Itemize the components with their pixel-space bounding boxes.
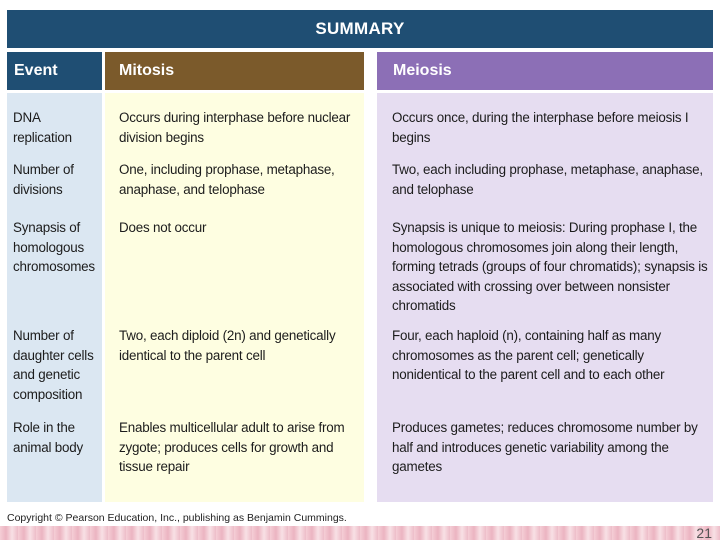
- meiosis-cell-number-of-divisions: Two, each including prophase, metaphase, anaphase, and telophase: [392, 162, 703, 197]
- meiosis-cell-synapsis: Synapsis is unique to meiosis: During prophase I, the homologous chromosomes join along their length, forming tetrads (groups of four chromatids); synapsis is associated with crossing over between nonsister chromatids: [392, 220, 708, 313]
- event-cell-daughter-cells: Number of daughter cells and genetic composition: [13, 328, 94, 402]
- mitosis-cell-dna-replication: Occurs during interphase before nuclear division begins: [119, 110, 351, 145]
- meiosis-cell-role: Produces gametes; reduces chromosome number by half and introduces genetic variability among the gametes: [392, 420, 698, 474]
- mitosis-cell-role: Enables multicellular adult to arise from zygote; produces cells for growth and tissue repair: [119, 420, 345, 474]
- meiosis-cell-dna-replication: Occurs once, during the interphase before meiosis I begins: [392, 110, 689, 145]
- mitosis-cell-number-of-divisions: One, including prophase, metaphase, anaphase, and telophase: [119, 162, 335, 197]
- meiosis-cell-daughter-cells: Four, each haploid (n), containing half as many chromosomes as the parent cell; genetically nonidentical to the parent cell and to each other: [392, 328, 665, 382]
- event-cell-dna-replication: DNA replication: [13, 110, 72, 145]
- event-cell-role: Role in the animal body: [13, 420, 84, 455]
- page-number: 21: [696, 525, 712, 540]
- summary-title: SUMMARY: [7, 10, 713, 48]
- mitosis-cell-daughter-cells: Two, each diploid (2n) and genetically identical to the parent cell: [119, 328, 336, 363]
- copyright-notice: Copyright © Pearson Education, Inc., publishing as Benjamin Cummings.: [7, 512, 347, 524]
- header-event: Event: [7, 52, 102, 90]
- mitosis-cell-synapsis: Does not occur: [119, 220, 207, 235]
- event-cell-number-of-divisions: Number of divisions: [13, 162, 74, 197]
- event-cell-synapsis: Synapsis of homologous chromosomes: [13, 220, 95, 274]
- header-meiosis: Meiosis: [377, 52, 713, 90]
- header-mitosis: Mitosis: [105, 52, 364, 90]
- footer-pattern: [0, 526, 720, 540]
